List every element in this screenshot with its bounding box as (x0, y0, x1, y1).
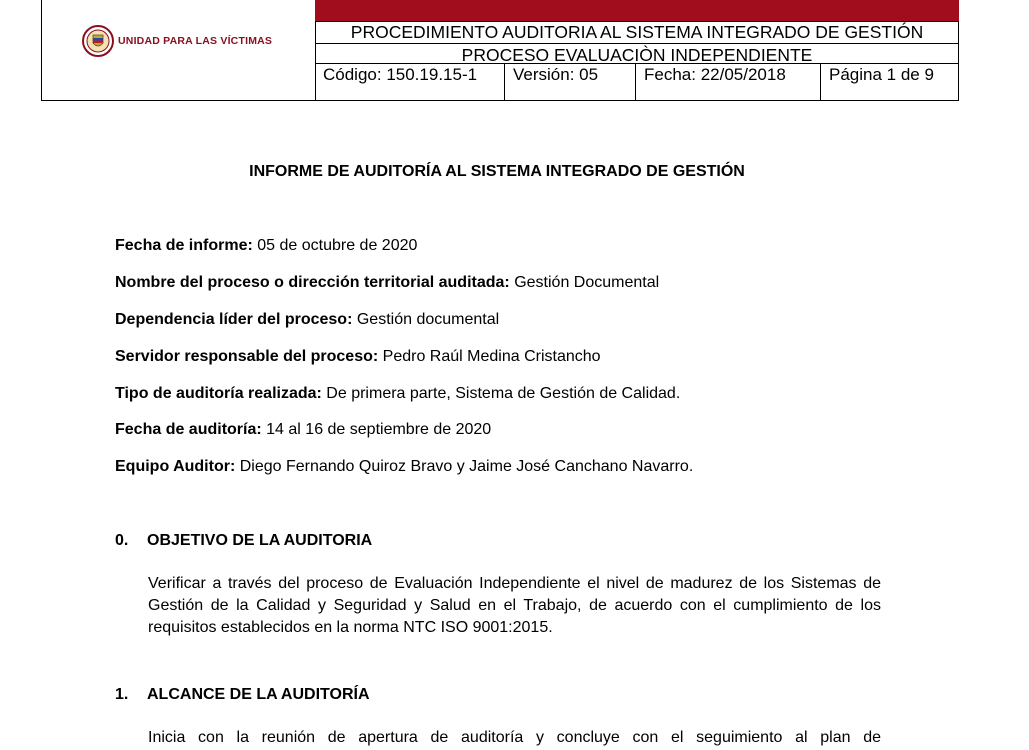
field-label: Equipo Auditor: (115, 458, 236, 475)
section-title: OBJETIVO DE LA AUDITORIA (147, 532, 373, 549)
field-label: Nombre del proceso o dirección territorial auditada: (115, 274, 510, 291)
document-header (41, 0, 959, 101)
date-cell: Fecha: 22/05/2018 (636, 64, 821, 100)
field-value: Gestión documental (352, 311, 500, 328)
logo-text: UNIDAD PARA LAS VÍCTIMAS (118, 35, 273, 47)
report-title: INFORME DE AUDITORÍA AL SISTEMA INTEGRADO DE GESTIÓN (249, 163, 745, 180)
section-text-objective: Verificar a través del proceso de Evaluación Independiente el nivel de madurez de los Sistemas de Gestión de la Calidad y Seguridad y Salud en el Trabajo, de acuerdo con el cumplimiento de los requisitos establecidos en la norma NTC ISO 9001:2015. (148, 575, 881, 636)
header-info (315, 0, 959, 100)
field-value: 05 de octubre de 2020 (252, 237, 418, 254)
audit-type-field (115, 385, 680, 403)
audited-process-field (115, 274, 659, 292)
field-label: Fecha de informe: (115, 237, 253, 254)
field-label: Dependencia líder del proceso: (115, 311, 353, 328)
report-date-field (115, 237, 417, 255)
section-number: 0. (115, 532, 129, 549)
field-label: Tipo de auditoría realizada: (115, 385, 322, 402)
audit-date-field (115, 421, 491, 439)
logo-cell (42, 0, 316, 100)
header-band (315, 0, 959, 22)
section-heading-scope (115, 686, 370, 704)
field-value: Diego Fernando Quiroz Bravo y Jaime José Canchano Navarro. (235, 458, 694, 475)
code-cell: Código: 150.19.15-1 (315, 64, 505, 100)
procedure-title: PROCEDIMIENTO AUDITORIA AL SISTEMA INTEGRADO DE GESTIÓN (315, 22, 959, 44)
audit-team-field (115, 458, 693, 476)
section-text-scope: Inicia con la reunión de apertura de auditoría y concluye con el seguimiento al plan de (148, 729, 881, 746)
version-cell: Versión: 05 (505, 64, 636, 100)
field-label: Fecha de auditoría: (115, 421, 262, 438)
section-heading-objective (115, 532, 372, 550)
lead-dependency-field (115, 311, 499, 329)
section-number: 1. (115, 686, 129, 703)
field-label: Servidor responsable del proceso: (115, 348, 379, 365)
coat-of-arms-icon (82, 25, 114, 57)
header-meta-row (315, 64, 959, 100)
field-value: 14 al 16 de septiembre de 2020 (261, 421, 492, 438)
section-title: ALCANCE DE LA AUDITORÍA (147, 686, 370, 703)
field-value: Gestión Documental (509, 274, 660, 291)
field-value: De primera parte, Sistema de Gestión de Calidad. (321, 385, 681, 402)
logo (82, 25, 272, 57)
responsible-field (115, 348, 601, 366)
process-subtitle: PROCESO EVALUACIÒN INDEPENDIENTE (315, 44, 959, 64)
field-value: Pedro Raúl Medina Cristancho (378, 348, 601, 365)
page-number-cell: Página 1 de 9 (829, 65, 934, 84)
